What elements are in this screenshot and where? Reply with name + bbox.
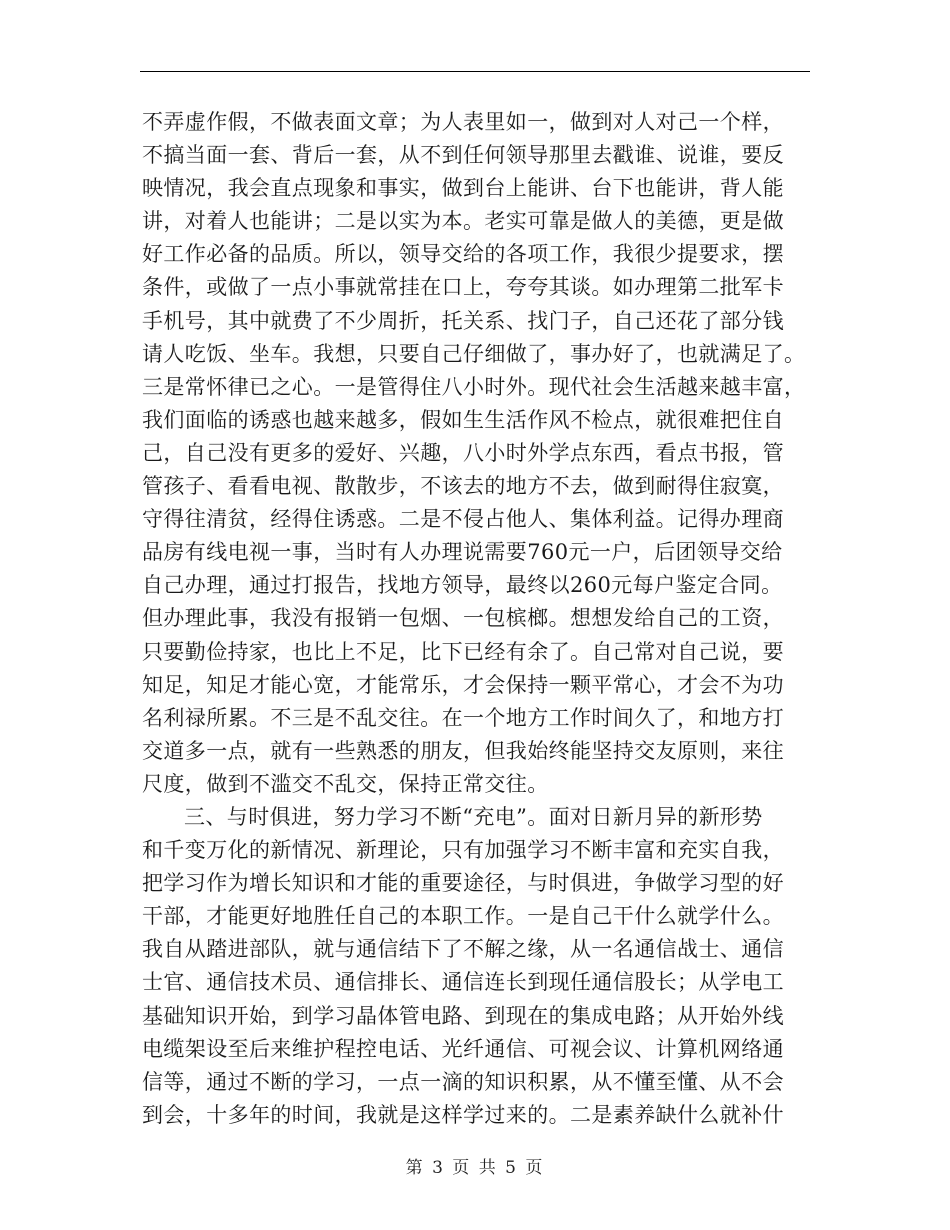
header-rule [140,71,810,72]
text-line: 讲，对着人也能讲；二是以实为本。老实可靠是做人的美德，更是做 [142,209,784,234]
text-line: 名利禄所累。不三是不乱交往。在一个地方工作时间久了，和地方打 [142,705,784,730]
text-line: 士官、通信技术员、通信排长、通信连长到现任通信股长；从学电工 [142,970,784,995]
text-line: 干部，才能更好地胜任自己的本职工作。一是自己干什么就学什么。 [142,904,784,929]
text-line: 知足，知足才能心宽，才能常乐，才会保持一颗平常心，才会不为功 [142,672,784,697]
text-line: 不弄虚作假，不做表面文章；为人表里如一，做到对人对己一个样， [142,110,784,134]
text-line: 交道多一点，就有一些熟悉的朋友，但我始终能坚持交友原则，来往 [142,738,784,763]
text-line: 映情况，我会直点现象和事实，做到台上能讲、台下也能讲，背人能 [142,176,784,201]
text-line: 管孩子、看看电视、散散步，不该去的地方不去，做到耐得住寂寞， [142,474,784,499]
text-line: 己，自己没有更多的爱好、兴趣，八小时外学点东西，看点书报，管 [142,440,784,465]
text-line: 把学习作为增长知识和才能的重要途径，与时俱进，争做学习型的好 [142,871,784,896]
text-line: 尺度，做到不滥交不乱交，保持正常交往。 [142,771,549,796]
text-line: 品房有线电视一事，当时有人办理说需要760元一户，后团领导交给 [142,540,783,565]
text-line: 三是常怀律已之心。一是管得住八小时外。现代社会生活越来越丰富， [142,374,806,399]
document-body [142,106,842,1132]
text-line: 我们面临的诱惑也越来越多，假如生生活作风不检点，就很难把住自 [142,407,784,432]
text-line: 请人吃饭、坐车。我想，只要自己仔细做了，事办好了，也就满足了。 [142,341,806,366]
text-line: 基础知识开始，到学习晶体管电路、到现在的集成电路；从开始外线 [142,1003,784,1028]
text-line: 但办理此事，我没有报销一包烟、一包槟榔。想想发给自己的工资， [142,606,784,631]
text-line: 信等，通过不断的学习，一点一滴的知识积累，从不懂至懂、从不会 [142,1069,784,1094]
page-number: 第 3 页 共 5 页 [405,1158,545,1178]
text-line: 手机号，其中就费了不少周折，托关系、找门子，自己还花了部分钱 [142,308,784,333]
text-line: 我自从踏进部队，就与通信结下了不解之缘，从一名通信战士、通信 [142,937,784,962]
text-line: 和千变万化的新情况、新理论，只有加强学习不断丰富和充实自我， [142,838,784,863]
text-line: 到会，十多年的时间，我就是这样学过来的。二是素养缺什么就补什 [142,1102,784,1127]
text-line: 只要勤俭持家，也比上不足，比下已经有余了。自己常对自己说，要 [142,639,784,664]
text-line: 守得往清贫，经得住诱惑。二是不侵占他人、集体利益。记得办理商 [142,507,784,532]
text-line: 电缆架设至后来维护程控电话、光纤通信、可视会议、计算机网络通 [142,1036,784,1061]
text-line: 不搞当面一套、背后一套，从不到任何领导那里去戳谁、说谁，要反 [142,143,784,168]
text-line: 自己办理，通过打报告，找地方领导，最终以260元每户鉴定合同。 [142,573,783,598]
section-heading-line: 三、与时俱进，努力学习不断“充电”。面对日新月异的新形势 [184,804,763,829]
text-line: 好工作必备的品质。所以，领导交给的各项工作，我很少提要求，摆 [142,242,784,267]
text-line: 条件，或做了一点小事就常挂在口上，夸夸其谈。如办理第二批军卡 [142,275,784,300]
